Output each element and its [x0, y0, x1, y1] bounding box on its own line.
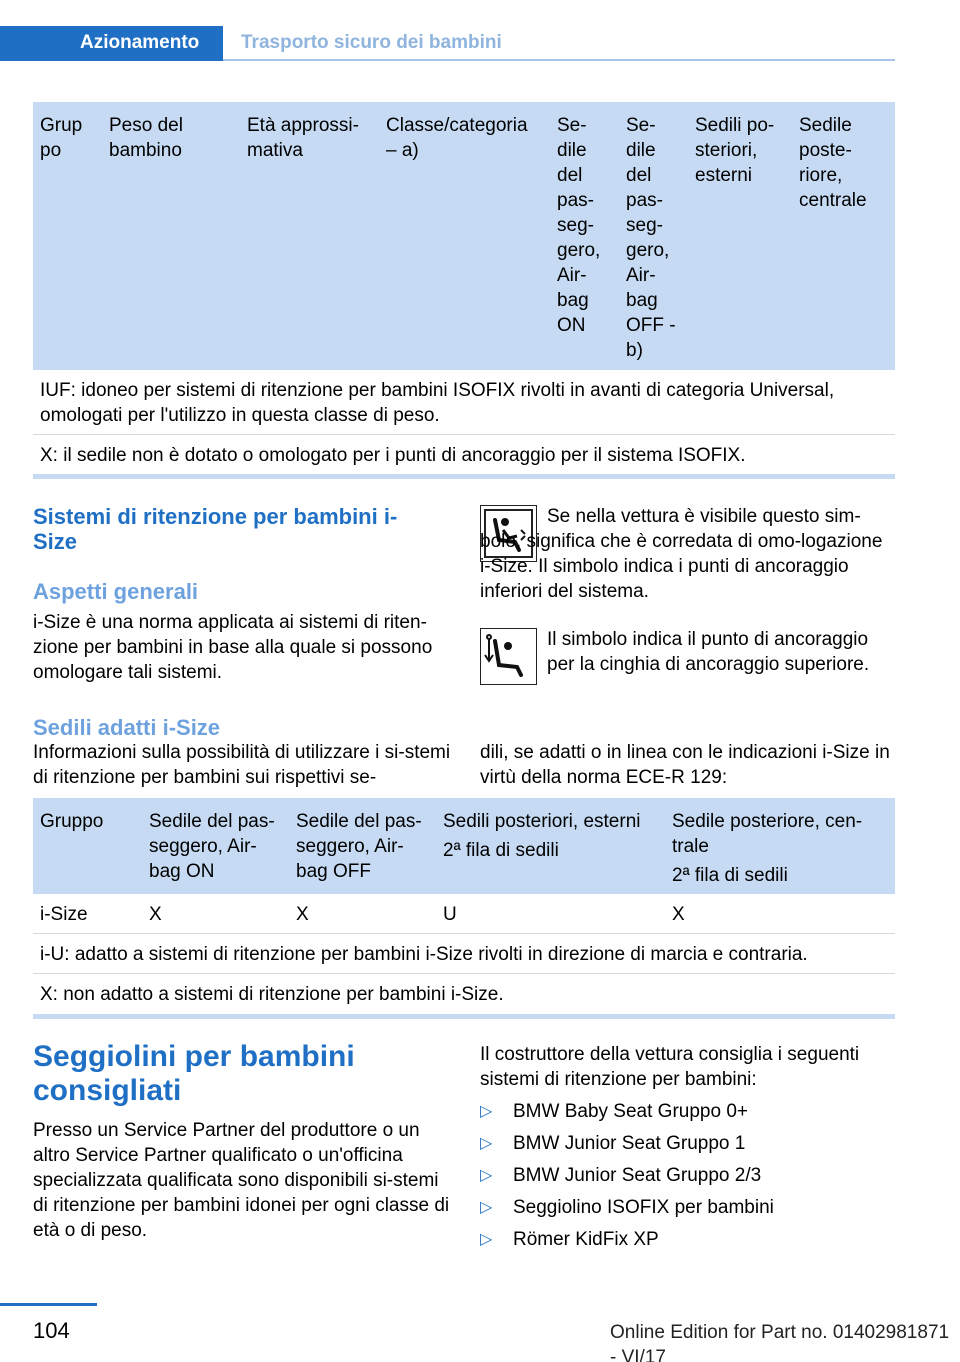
paragraph-seats-left: Informazioni sulla possibilità di utilizzare i si-stemi di ritenzione per bambini sui rispettivi se-: [33, 742, 451, 788]
col-header-rear-outer-row: 2ª fila di sedili: [443, 840, 559, 861]
isofix-table-header: [33, 102, 895, 370]
list-item-label: Römer KidFix XP: [513, 1229, 659, 1250]
paragraph-seats-right: dili, se adatti o in linea con le indicazioni i-Size in virtù della norma ECE-R 129:: [480, 742, 890, 788]
col-header-class: Classe/categoria – a): [386, 115, 528, 161]
header-subsection-label: Trasporto sicuro dei bambini: [241, 32, 502, 53]
col-header-rear-center: Sedile posteriore, cen- trale: [672, 811, 863, 857]
table-note-row: [33, 435, 895, 475]
table-note-row: [33, 370, 895, 435]
table-bottom-rule: [33, 474, 895, 479]
col-header-group: Gruppo: [40, 811, 104, 832]
table-note: X: il sedile non è dotato o omologato per i punti di ancoraggio per il sistema ISOFIX.: [40, 445, 746, 466]
table-note-row: [33, 934, 895, 974]
table-note: IUF: idoneo per sistemi di ritenzione per bambini ISOFIX rivolti in avanti di categoria Universal, omologati per l'utilizzo in questa classe di peso.: [40, 380, 835, 426]
subheading-general: Aspetti generali: [33, 579, 199, 604]
table-row: [33, 894, 895, 934]
cell-passenger-off: X: [296, 904, 309, 925]
table-note: X: non adatto a sistemi di ritenzione per bambini i-Size.: [40, 984, 504, 1005]
table-note: i-U: adatto a sistemi di ritenzione per bambini i-Size rivolti in direzione di marcia e contraria.: [40, 944, 808, 965]
bullet-triangle-icon: ▷: [480, 1199, 493, 1216]
col-header-age: Età approssi- mativa: [247, 115, 359, 161]
header-subsection-tab: [223, 26, 895, 61]
section-title-isize: Sistemi di ritenzione per bambini i-Size: [33, 504, 398, 554]
header-section-tab: [0, 26, 223, 61]
cell-rear-center: X: [672, 904, 685, 925]
list-item-label: BMW Junior Seat Gruppo 1: [513, 1133, 746, 1154]
list-item-label: BMW Baby Seat Gruppo 0+: [513, 1101, 748, 1122]
paragraph-general: i-Size è una norma applicata ai sistemi di riten-zione per bambini in base alla quale si possono omologare tali sistemi.: [33, 612, 433, 683]
edition-note: Online Edition for Part no. 01402981871 - VI/17: [610, 1322, 950, 1362]
table-bottom-rule: [33, 1014, 895, 1019]
cell-group: i-Size: [40, 904, 88, 925]
bullet-triangle-icon: ▷: [480, 1135, 493, 1152]
col-header-rear-center: Sedile poste- riore, centrale: [799, 115, 867, 211]
paragraph-recommended-lead: Il costruttore della vettura consiglia i seguenti sistemi di ritenzione per bambini:: [480, 1044, 860, 1090]
subheading-seats: Sedili adatti i-Size: [33, 715, 221, 740]
header-section-label: Azionamento: [80, 32, 200, 53]
paragraph-symbol2: Il simbolo indica il punto di ancoraggio per la cinghia di ancoraggio superiore.: [547, 629, 870, 675]
paragraph-recommended-intro: Presso un Service Partner del produttore o un altro Service Partner qualificato o un'officina specializzata qualificata sono disponibili si-stemi di ritenzione per bambini idonei per ogni classe di età o di peso.: [33, 1120, 450, 1241]
col-header-passenger-airbag-on: Se- dile del pas- seg- gero, Air- bag ON: [557, 115, 601, 336]
table-note-row: [33, 974, 895, 1014]
list-item-label: Seggiolino ISOFIX per bambini: [513, 1197, 774, 1218]
col-header-group: Grup po: [40, 115, 83, 161]
list-item-label: BMW Junior Seat Gruppo 2/3: [513, 1165, 762, 1186]
section-title-recommended: Seggiolini per bambini consigliati: [33, 1040, 355, 1107]
col-header-passenger-airbag-off: Sedile del pas- seggero, Air- bag OFF: [296, 811, 422, 882]
bullet-triangle-icon: ▷: [480, 1103, 493, 1120]
bullet-triangle-icon: ▷: [480, 1231, 493, 1248]
isize-table-header: [33, 798, 895, 894]
cell-passenger-on: X: [149, 904, 162, 925]
cell-rear-outer: U: [443, 904, 457, 925]
col-header-passenger-airbag-off: Se- dile del pas- seg- gero, Air- bag OFF - b): [626, 115, 676, 361]
top-tether-icon: [480, 628, 537, 685]
bullet-triangle-icon: ▷: [480, 1167, 493, 1184]
col-header-rear-outer: Sedili po- steriori, esterni: [695, 115, 775, 186]
col-header-rear-outer: Sedili posteriori, esterni: [443, 811, 641, 832]
col-header-weight: Peso del bambino: [109, 115, 183, 161]
col-header-passenger-airbag-on: Sedile del pas- seggero, Air- bag ON: [149, 811, 275, 882]
paragraph-symbol1: Se nella vettura è visibile questo sim-bolo, significa che è corredata di omo-logazione i-Size. Il simbolo indica i punti di ancoraggio inferiori del sistema.: [480, 506, 883, 602]
footer-rule: [0, 1303, 97, 1306]
col-header-rear-center-row: 2ª fila di sedili: [672, 865, 788, 886]
page-number: 104: [33, 1318, 70, 1343]
